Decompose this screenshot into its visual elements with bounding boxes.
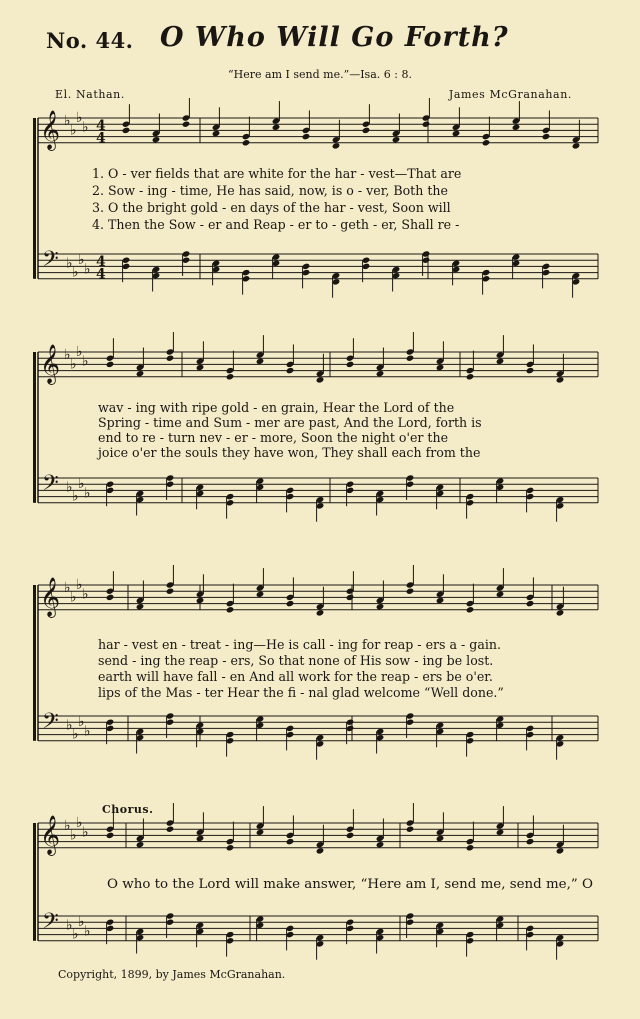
copyright-notice: Copyright, 1899, by James McGranahan. [58,968,286,981]
treble-1-note [152,136,161,143]
flat-sign-icon: ♭ [84,723,91,740]
hymn-title: O Who Will Go Forth? [160,22,509,53]
flat-sign-icon: ♭ [72,264,79,281]
treble-1-note [392,136,401,143]
flat-sign-icon: ♭ [70,589,77,606]
flat-sign-icon: ♭ [82,824,89,841]
treble-2-note [526,367,535,374]
treble-1-note [452,130,461,137]
flat-sign-icon: ♭ [66,479,73,496]
treble-2-note [256,358,265,365]
flat-sign-icon: ♭ [78,914,85,931]
treble-4-note [166,826,175,833]
chorus-label: Chorus. [102,803,154,816]
composer-credit: James McGranahan. [448,88,572,101]
verse-3-line-2: end to re - turn nev - er - more, Soon the night o'er the [98,430,449,445]
treble-2-note [196,364,205,371]
treble-1-note [242,139,251,146]
verse-4-line-3: lips of the Mas - ter Hear the fi - nal glad welcome “Well done.” [98,685,504,700]
treble-4-note [256,829,265,836]
treble-1-note [182,121,191,128]
flat-sign-icon: ♭ [78,476,85,493]
treble-4-note [346,832,355,839]
treble-1-note [302,133,311,140]
treble-clef-icon: 𝄞 [40,344,61,384]
treble-4-note [226,844,235,851]
treble-2-note [376,370,385,377]
verse-3-line-3: earth will have fall - en And all work for the reap - ers be o'er. [98,669,493,684]
treble-3-note [556,609,565,616]
treble-2-note [316,376,325,383]
flat-sign-icon: ♭ [82,586,89,603]
verse-1-line-3: har - vest en - treat - ing—He is call - ing for reap - ers a - gain. [98,637,501,652]
bass-clef-icon: 𝄢 [42,247,59,277]
treble-1-note [482,139,491,146]
treble-2-note [556,376,565,383]
flat-sign-icon: ♭ [76,815,83,831]
time-signature-bottom: 4 [96,130,106,147]
treble-4-note [316,847,325,854]
hymn-number: No. 44. [46,28,134,53]
verse-1-line-1: 1. O - ver fields that are white for the har - vest—That are [92,166,462,181]
flat-sign-icon: ♭ [76,110,83,126]
treble-1-note [362,127,371,134]
treble-2-note [406,355,415,362]
flat-sign-icon: ♭ [64,113,71,130]
treble-clef-icon: 𝄞 [40,577,61,617]
treble-3-note [196,597,205,604]
verse-2-line-2: Spring - time and Sum - mer are past, And the Lord, forth is [98,415,482,430]
treble-1-note [122,127,131,134]
flat-sign-icon: ♭ [82,353,89,370]
system-bracket [33,352,36,503]
treble-1-note [572,142,581,149]
time-signature-top: 4 [96,254,106,270]
verse-4-line-1: 4. Then the Sow - er and Reap - er to - geth - er, Shall re - [92,217,460,232]
treble-4-note [496,829,505,836]
flat-sign-icon: ♭ [72,726,79,743]
verse-2-line-1: 2. Sow - ing - time, He has said, now, is o - ver, Both the [92,183,448,198]
treble-4-note [526,838,535,845]
treble-1-note [272,124,281,131]
treble-3-note [166,588,175,595]
system-bracket [33,585,36,741]
treble-1-note [542,133,551,140]
treble-4-note [436,835,445,842]
treble-4-note [196,835,205,842]
treble-4-note [406,826,415,833]
treble-3-note [106,594,115,601]
treble-2-note [346,361,355,368]
treble-2-note [466,373,475,380]
flat-sign-icon: ♭ [70,122,77,139]
flat-sign-icon: ♭ [84,261,91,278]
treble-3-note [136,603,145,610]
bass-clef-icon: 𝄢 [42,709,59,739]
chorus-lyric: O who to the Lord will make answer, “Here am I, send me, send me,” O [107,877,593,892]
treble-4-note [286,838,295,845]
treble-2-note [496,358,505,365]
treble-clef-icon: 𝄞 [40,110,61,150]
treble-4-note [136,841,145,848]
flat-sign-icon: ♭ [64,818,71,835]
flat-sign-icon: ♭ [78,714,85,731]
flat-sign-icon: ♭ [66,255,73,272]
treble-3-note [226,606,235,613]
treble-2-note [286,367,295,374]
treble-2-note [226,373,235,380]
treble-3-note [436,597,445,604]
flat-sign-icon: ♭ [72,926,79,943]
flat-sign-icon: ♭ [72,488,79,505]
treble-3-note [376,603,385,610]
flat-sign-icon: ♭ [84,923,91,940]
treble-3-note [526,600,535,607]
treble-1-note [332,142,341,149]
verse-1-line-2: wav - ing with ripe gold - en grain, Hear the Lord of the [98,400,455,415]
treble-4-note [376,841,385,848]
time-signature-bottom: 4 [96,266,106,283]
treble-3-note [256,591,265,598]
treble-3-note [316,609,325,616]
flat-sign-icon: ♭ [76,344,83,360]
treble-3-note [406,588,415,595]
treble-1-note [212,130,221,137]
treble-2-note [166,355,175,362]
flat-sign-icon: ♭ [64,347,71,364]
verse-4-line-2: joice o'er the souls they have won, They shall each from the [98,445,481,460]
treble-4-note [106,832,115,839]
system-bracket [33,118,36,279]
time-signature-top: 4 [96,118,106,134]
bass-clef-icon: 𝄢 [42,471,59,501]
treble-1-note [422,121,431,128]
treble-2-note [106,361,115,368]
verse-2-line-3: send - ing the reap - ers, So that none of His sow - ing be lost. [98,653,494,668]
bass-clef-icon: 𝄢 [42,909,59,939]
flat-sign-icon: ♭ [70,356,77,373]
flat-sign-icon: ♭ [64,580,71,597]
treble-1-note [512,124,521,131]
treble-3-note [286,600,295,607]
flat-sign-icon: ♭ [66,717,73,734]
flat-sign-icon: ♭ [78,252,85,269]
flat-sign-icon: ♭ [76,577,83,593]
treble-clef-icon: 𝄞 [40,815,61,855]
treble-4-note [556,847,565,854]
flat-sign-icon: ♭ [66,917,73,934]
system-bracket [33,823,36,941]
treble-2-note [436,364,445,371]
scripture-epigraph: “Here am I send me.”—Isa. 6 : 8. [228,68,412,81]
treble-3-note [466,606,475,613]
flat-sign-icon: ♭ [82,119,89,136]
treble-4-note [466,844,475,851]
treble-2-note [136,370,145,377]
flat-sign-icon: ♭ [70,827,77,844]
flat-sign-icon: ♭ [84,485,91,502]
lyricist-credit: El. Nathan. [55,88,125,101]
treble-3-note [496,591,505,598]
treble-3-note [346,594,355,601]
verse-3-line-1: 3. O the bright gold - en days of the har - vest, Soon will [92,200,451,215]
